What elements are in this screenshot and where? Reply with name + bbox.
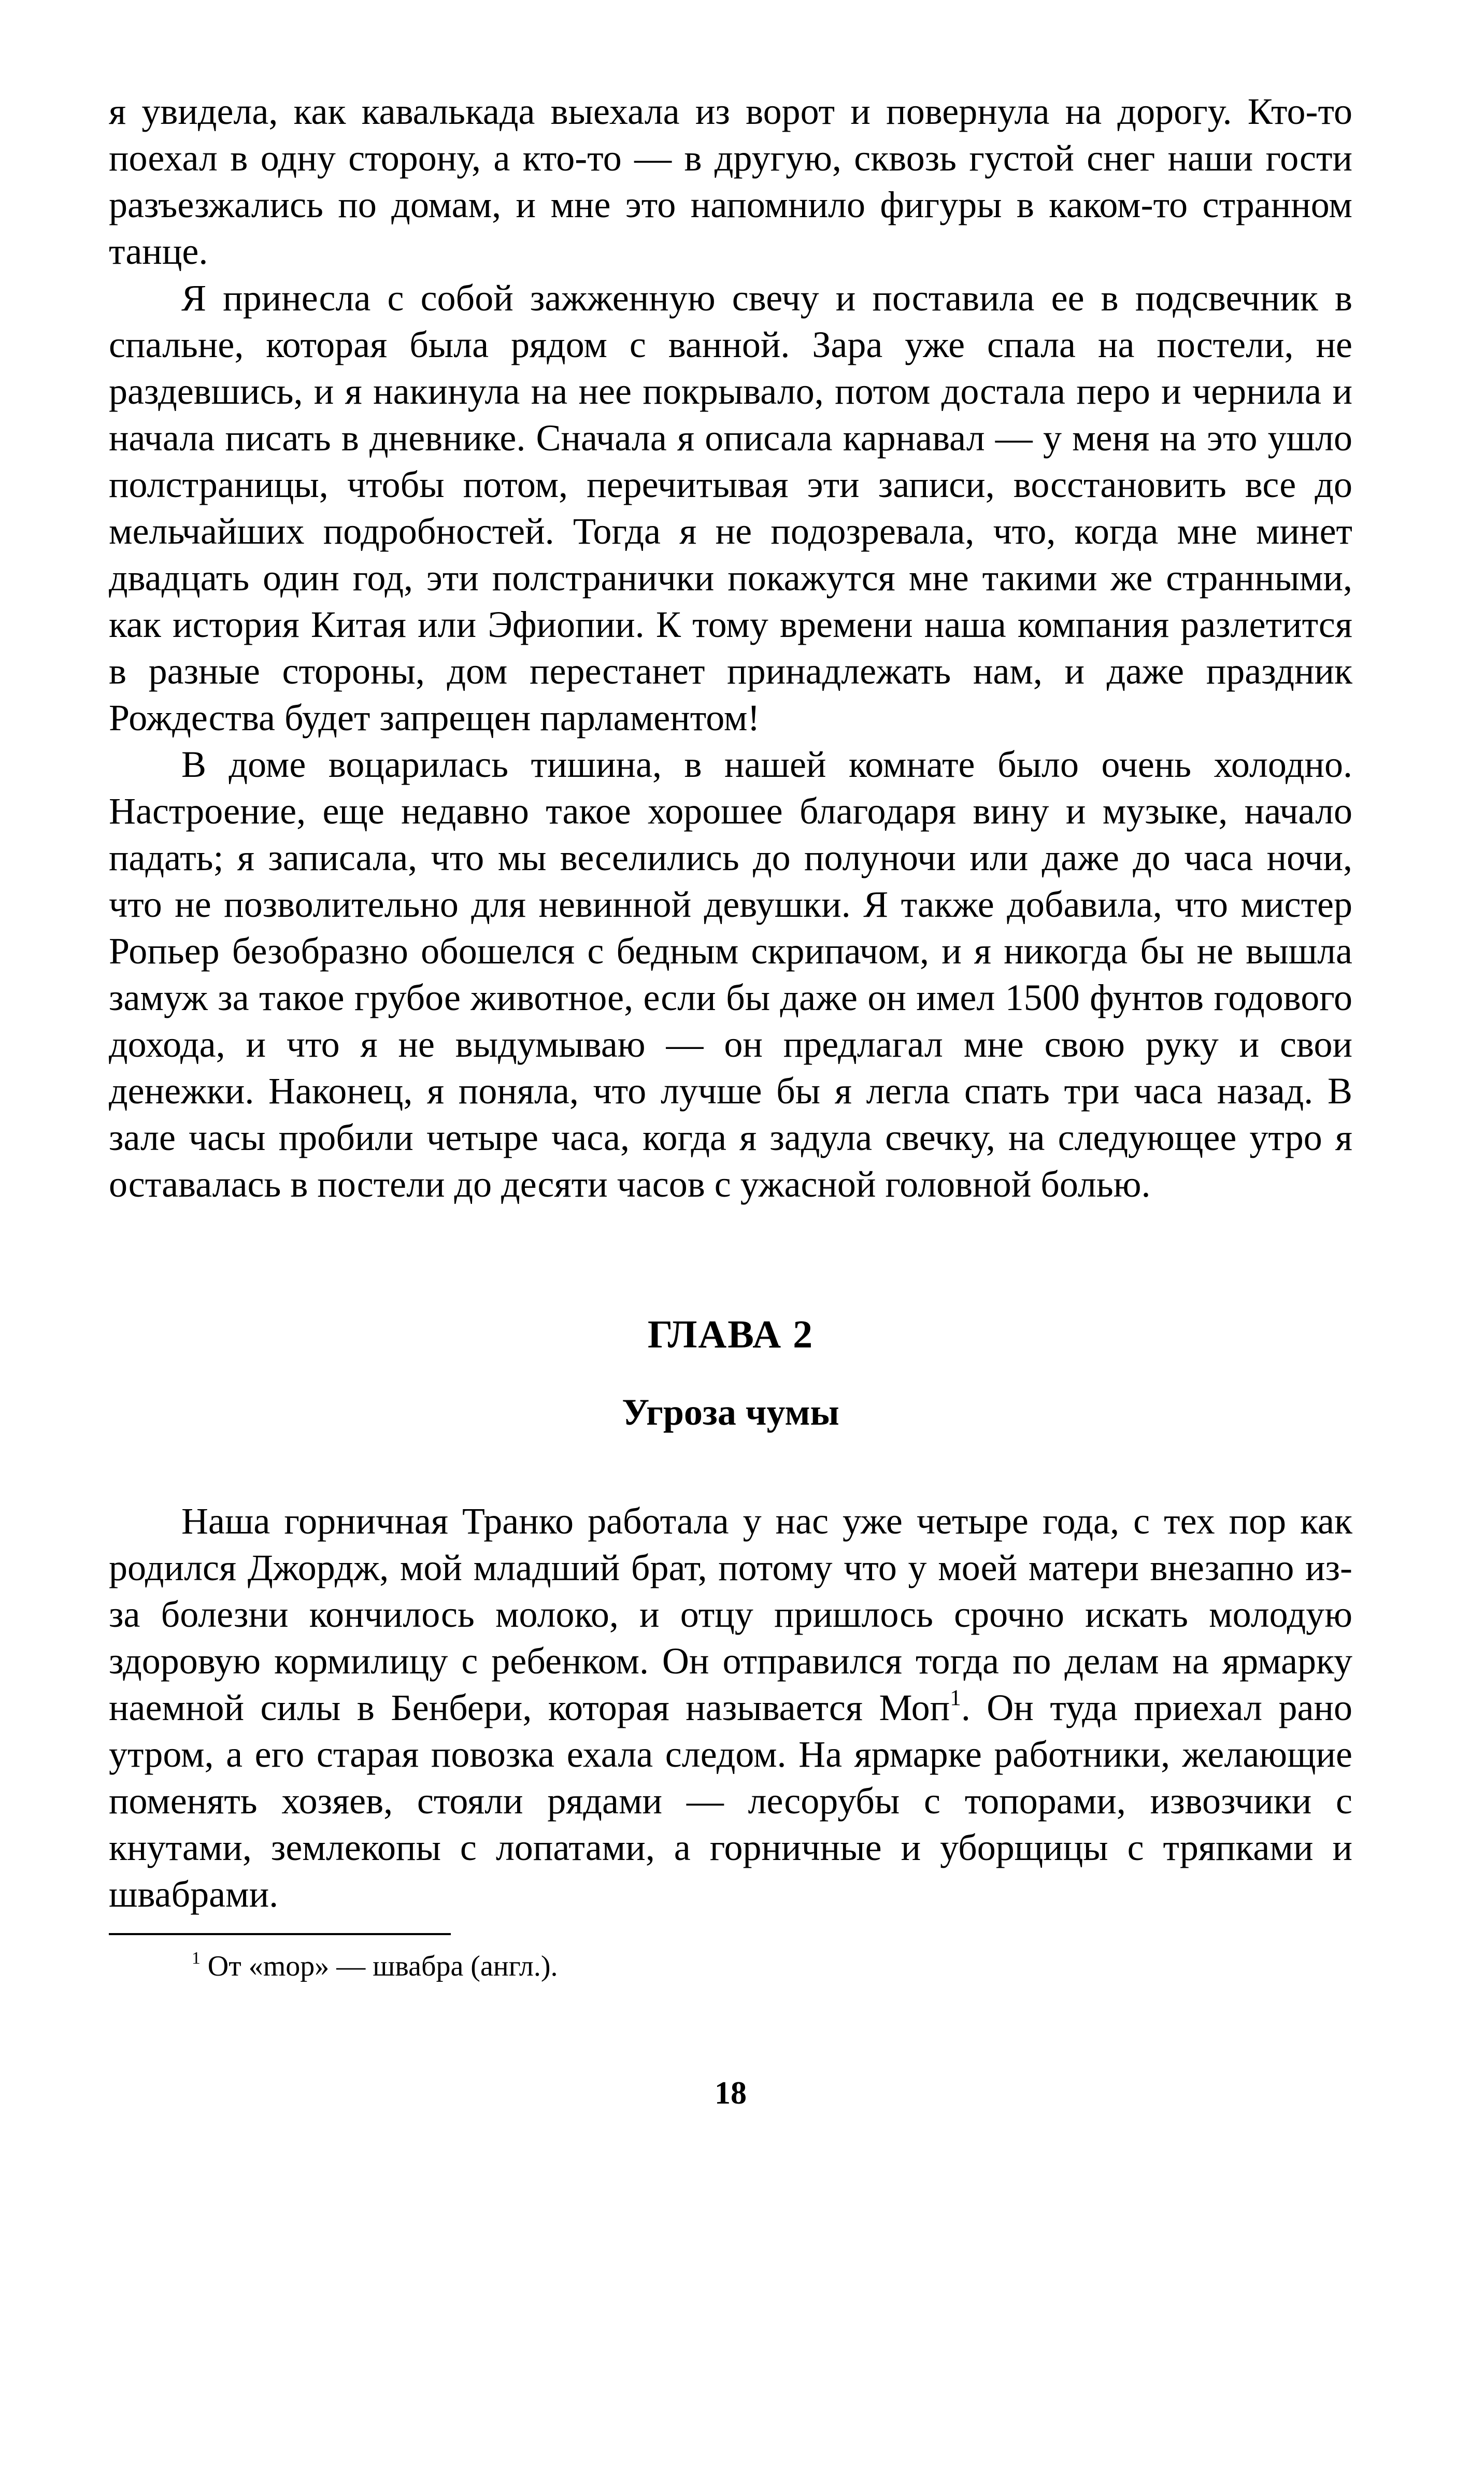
paragraph-diary: Я принесла с собой зажженную свечу и поставила ее в подсвечник в спальне, которая была рядом с ванной. Зара уже спала на постели, не раздевшись, и я накинула на нее покрывало, потом достала перо и чернила и начала писать в дневнике. Сначала я описала карнавал — у меня на это ушло полстраницы, чтобы потом, перечитывая эти записи, восстановить все до мельчайших подробностей. Тогда я не подозревала, что, когда мне минет двадцать один год, эти полстранички покажутся мне такими же странными, как история Китая или Эфиопии. К тому времени наша компания разлетится в разные стороны, дом перестанет принадлежать нам, и даже праздник Рождества будет запрещен парламентом!: [109, 277, 1352, 739]
footnote-reference: 1: [950, 1685, 961, 1710]
footnote-marker: 1: [192, 1948, 201, 1968]
chapter-title: ГЛАВА 2: [647, 1313, 814, 1356]
chapter-subtitle: Угроза чумы: [622, 1391, 839, 1433]
paragraph-text-before-note: Наша горничная Транко работала у нас уже четыре года, с тех пор как родился Джордж, мой младший брат, потому что у моей матери внезапно из-за болезни кончилось молоко, и отцу пришлось срочно искать молодую здоровую кормилицу с ребенком. Он отправился тогда по делам на ярмарку наемной силы в Бенбери, которая называется Моп: [109, 1500, 1352, 1728]
footnote-divider: [109, 1933, 451, 1935]
page-number: 18: [715, 2076, 747, 2111]
paragraph-night: В доме воцарилась тишина, в нашей комнате было очень холодно. Настроение, еще недавно такое хорошее благодаря вину и музыке, начало падать; я записала, что мы веселились до полуночи или даже до часа ночи, что не позволительно для невинной девушки. Я также добавила, что мистер Ропьер безобразно обошелся с бедным скрипачом, и я никогда бы не вышла замуж за такое грубое животное, если бы даже он имел 1500 фунтов годового дохода, и что я не выдумываю — он предлагал мне свою руку и свои денежки. Наконец, я поняла, что лучше бы я легла спать три часа назад. В зале часы пробили четыре часа, когда я задула свечку, на следующее утро я оставалась в постели до десяти часов с ужасной головной болью.: [109, 744, 1352, 1205]
footnote: [109, 1946, 1352, 1987]
paragraph-text-after-note: . Он туда приехал рано утром, а его старая повозка ехала следом. На ярмарке работники, желающие поменять хозяев, стояли рядами — лесорубы с топорами, извозчики с кнутами, землекопы с лопатами, а горничные и уборщицы с тряпками и швабрами.: [109, 1687, 1352, 1915]
paragraph-continued: я увидела, как кавалькада выехала из ворот и повернула на дорогу. Кто-то поехал в одну сторону, а кто-то — в другую, сквозь густой снег наши гости разъезжались по домам, и мне это напомнило фигуры в каком-то странном танце.: [109, 91, 1352, 272]
paragraph-chapter-opening: [109, 1498, 1352, 1918]
book-page: [109, 88, 1352, 2117]
footnote-text: От «mop» — швабра (англ.).: [207, 1950, 558, 1982]
